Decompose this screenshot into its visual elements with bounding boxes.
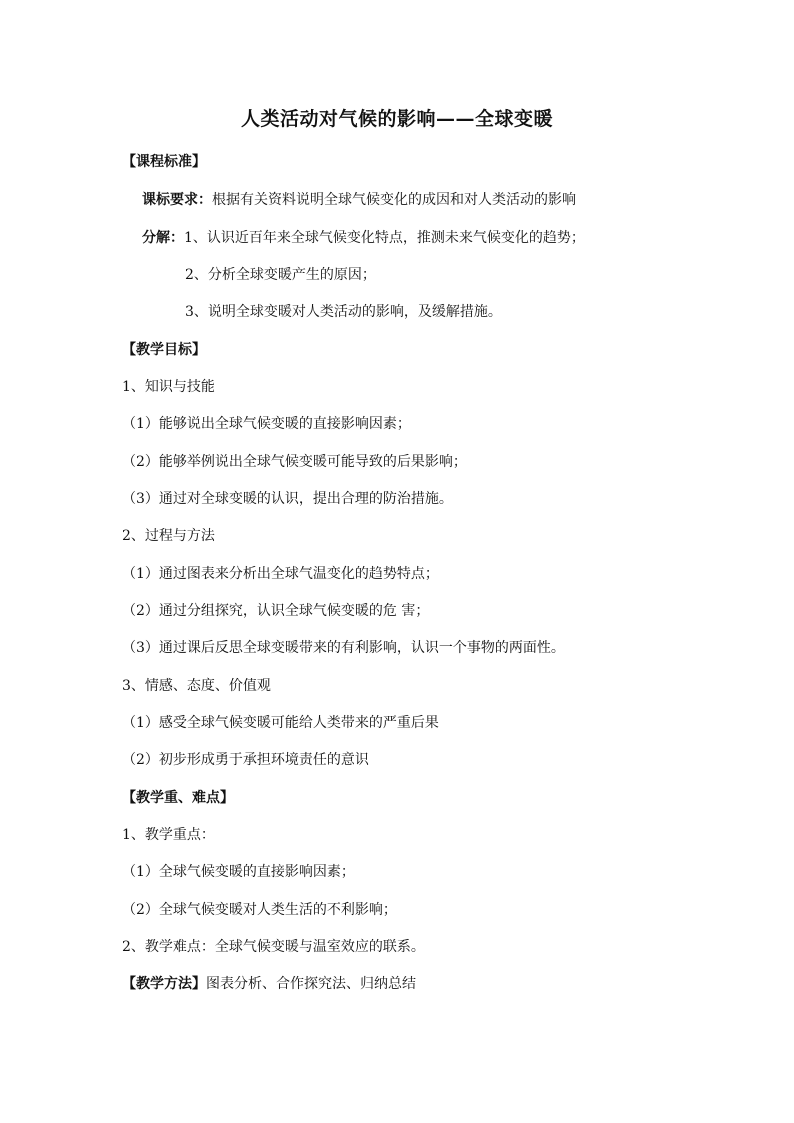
heading-teaching-method: 【教学方法】	[122, 976, 206, 992]
breakdown-label: 分解：	[142, 230, 184, 246]
goal-item: （2）能够举例说出全球气候变暖可能导致的后果影响；	[122, 454, 467, 470]
goal-item: （2）通过分组探究，认识全球气候变暖的危 害；	[122, 603, 430, 619]
key-point-item: （2）全球气候变暖对人类生活的不利影响；	[122, 902, 397, 918]
goal-item: （3）通过课后反思全球变暖带来的有利影响，认识一个事物的两面性。	[122, 640, 565, 656]
breakdown-item: 1、认识近百年来全球气候变化特点，推测未来气候变化的趋势；	[184, 230, 585, 246]
goal-group-title: 1、知识与技能	[122, 379, 215, 395]
heading-teaching-goals: 【教学目标】	[122, 342, 206, 358]
goal-group-title: 2、过程与方法	[122, 528, 215, 544]
goal-item: （1）感受全球气候变暖可能给人类带来的严重后果	[122, 715, 439, 731]
breakdown-item: 2、分析全球变暖产生的原因；	[185, 267, 376, 283]
goal-item: （2）初步形成勇于承担环境责任的意识	[122, 752, 369, 768]
requirement-text: 根据有关资料说明全球气候变化的成因和对人类活动的影响	[212, 192, 576, 208]
heading-key-difficult: 【教学重、难点】	[122, 790, 234, 806]
heading-curriculum-standard: 【课程标准】	[122, 154, 206, 170]
goal-item: （1）通过图表来分析出全球气温变化的趋势特点；	[122, 566, 439, 582]
key-points-title: 1、教学重点：	[122, 827, 215, 843]
teaching-method-text: 图表分析、合作探究法、归纳总结	[206, 976, 416, 992]
goal-item: （1）能够说出全球气候变暖的直接影响因素；	[122, 416, 411, 432]
breakdown-item: 3、说明全球变暖对人类活动的影响，及缓解措施。	[185, 304, 502, 320]
curriculum-breakdown	[142, 229, 585, 247]
page-title: 人类活动对气候的影响——全球变暖	[240, 108, 553, 130]
key-point-item: （1）全球气候变暖的直接影响因素；	[122, 864, 355, 880]
goal-group-title: 3、情感、态度、价值观	[122, 678, 271, 694]
difficult-point: 2、教学难点：全球气候变暖与温室效应的联系。	[122, 939, 425, 955]
teaching-method	[122, 975, 416, 993]
requirement-label: 课标要求：	[142, 192, 212, 208]
goal-item: （3）通过对全球变暖的认识，提出合理的防治措施。	[122, 491, 453, 507]
curriculum-requirement	[142, 191, 576, 209]
